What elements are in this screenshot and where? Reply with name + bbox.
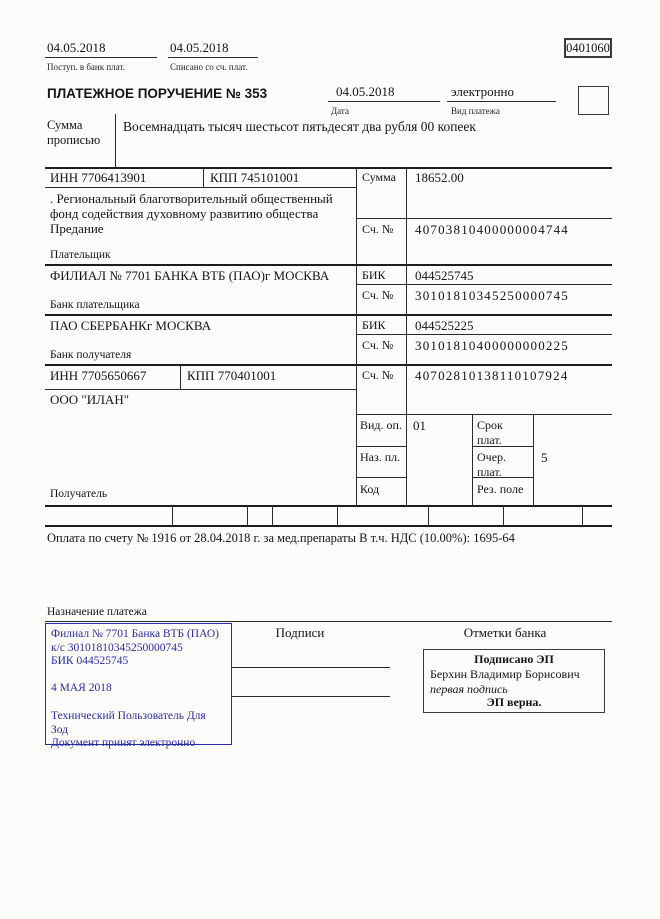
grid-line	[172, 505, 173, 525]
payer-bank-bik: 044525745	[415, 268, 474, 283]
payment-kind-label: Вид платежа	[451, 106, 500, 116]
vid-op-label: Вид. оп.	[360, 418, 402, 432]
payee-bank-acc-label: Сч. №	[362, 338, 394, 352]
grid-line	[45, 364, 612, 366]
received-date-label: Поступ. в банк плат.	[47, 62, 125, 72]
stamp-date: 4 МАЯ 2018	[51, 681, 112, 694]
payee-inn: ИНН 7705650667	[50, 368, 147, 383]
bank-acceptance-stamp	[45, 623, 232, 749]
grid-line	[356, 284, 612, 285]
signature-line	[232, 696, 390, 697]
srok-plat-label: Срок плат.	[477, 418, 503, 447]
grid-line	[428, 505, 429, 525]
rez-pole-label: Рез. поле	[477, 482, 524, 496]
grid-line	[45, 167, 612, 169]
grid-line	[272, 505, 273, 525]
esign-title: Подписано ЭП	[474, 652, 554, 666]
priority-box	[578, 86, 609, 115]
debited-date: 04.05.2018	[170, 40, 229, 55]
vid-op-value: 01	[413, 418, 426, 433]
grid-line	[45, 621, 612, 622]
grid-line	[247, 505, 248, 525]
payer-inn: ИНН 7706413901	[50, 170, 147, 185]
payee-bank-bik-label: БИК	[362, 318, 386, 332]
grid-line	[45, 264, 612, 266]
payer-section-label: Плательщик	[50, 249, 111, 261]
payer-bank-bik-label: БИК	[362, 268, 386, 282]
esign-name: Берхин Владимир Борисович	[430, 667, 580, 681]
signature-line	[232, 667, 390, 668]
stamp-corr-account: к/с 30101810345250000745	[51, 641, 183, 654]
grid-line	[45, 505, 612, 507]
grid-line	[45, 314, 612, 316]
underline	[328, 101, 440, 102]
payer-bank-name: ФИЛИАЛ № 7701 БАНКА ВТБ (ПАО)г МОСКВА	[50, 268, 330, 283]
stamp-user: Технический Пользователь Для Зод	[51, 710, 206, 736]
doc-date: 04.05.2018	[336, 84, 395, 99]
underline	[447, 101, 556, 102]
payer-kpp: КПП 745101001	[210, 170, 300, 185]
grid-line	[356, 414, 612, 415]
grid-line	[356, 218, 612, 219]
grid-line	[356, 446, 406, 447]
grid-line	[472, 414, 473, 506]
stamp-bik: БИК 044525745	[51, 655, 129, 667]
payee-bank-section-label: Банк получателя	[50, 349, 132, 361]
payee-bank-name: ПАО СБЕРБАНКг МОСКВА	[50, 318, 212, 333]
grid-line	[582, 505, 583, 525]
bank-marks-label: Отметки банка	[463, 625, 547, 640]
grid-line	[45, 389, 356, 390]
payer-bank-section-label: Банк плательщика	[50, 299, 140, 311]
amount-words-label: Сумма прописью	[47, 118, 101, 147]
document-title: ПЛАТЕЖНОЕ ПОРУЧЕНИЕ № 353	[47, 86, 268, 101]
grid-line	[356, 334, 612, 335]
payee-kpp: КПП 770401001	[187, 368, 277, 383]
ocher-plat-value: 5	[541, 450, 548, 465]
purpose-section-label: Назначение платежа	[47, 606, 147, 618]
form-code-box: 0401060	[564, 38, 612, 58]
amount-words-value: Восемнадцать тысяч шестьсот пятьдесят два рубля 00 копеек	[123, 119, 476, 134]
payee-section-label: Получатель	[50, 488, 108, 500]
debited-date-label: Списано со сч. плат.	[170, 62, 248, 72]
sum-label: Сумма	[362, 170, 396, 184]
payment-purpose-text: Оплата по счету № 1916 от 28.04.2018 г. за мед.препараты В т.ч. НДС (10.00%): 1695-64	[47, 531, 515, 545]
payer-bank-acc-label: Сч. №	[362, 288, 394, 302]
esignature-stamp	[423, 649, 605, 713]
grid-line	[203, 167, 204, 187]
payee-name: ООО "ИЛАН"	[50, 392, 130, 407]
grid-line	[180, 364, 181, 389]
kod-label: Код	[360, 482, 380, 496]
ocher-plat-label: Очер. плат.	[477, 450, 507, 479]
stamp-accepted: Документ принят электронно	[51, 737, 196, 749]
grid-line	[115, 114, 116, 167]
esign-note: первая подпись	[430, 682, 508, 696]
grid-line	[337, 505, 338, 525]
payee-account: 40702810138110107924	[415, 368, 569, 383]
payer-acc-label: Сч. №	[362, 222, 394, 236]
underline	[168, 57, 258, 58]
grid-line	[406, 167, 407, 506]
received-date: 04.05.2018	[47, 40, 106, 55]
payment-kind: электронно	[451, 84, 515, 99]
doc-date-label: Дата	[331, 106, 349, 116]
grid-line	[356, 477, 406, 478]
payer-account: 40703810400000004744	[415, 222, 569, 237]
payee-acc-label: Сч. №	[362, 368, 394, 382]
grid-line	[503, 505, 504, 525]
payee-bank-account: 30101810400000000225	[415, 338, 569, 353]
underline	[45, 57, 157, 58]
grid-line	[45, 187, 356, 188]
payer-bank-account: 30101810345250000745	[415, 288, 569, 303]
signatures-label: Подписи	[275, 625, 325, 640]
stamp-bank-name: Филиал № 7701 Банка ВТБ (ПАО)	[51, 628, 219, 640]
esign-verified: ЭП верна.	[486, 695, 542, 709]
payer-name: . Региональный благотворительный общественный фонд содействия духовному развитию общества Предание	[50, 191, 333, 236]
payee-bank-bik: 044525225	[415, 318, 474, 333]
naz-pl-label: Наз. пл.	[360, 450, 401, 464]
grid-line	[45, 525, 612, 527]
sum-value: 18652.00	[415, 170, 464, 185]
